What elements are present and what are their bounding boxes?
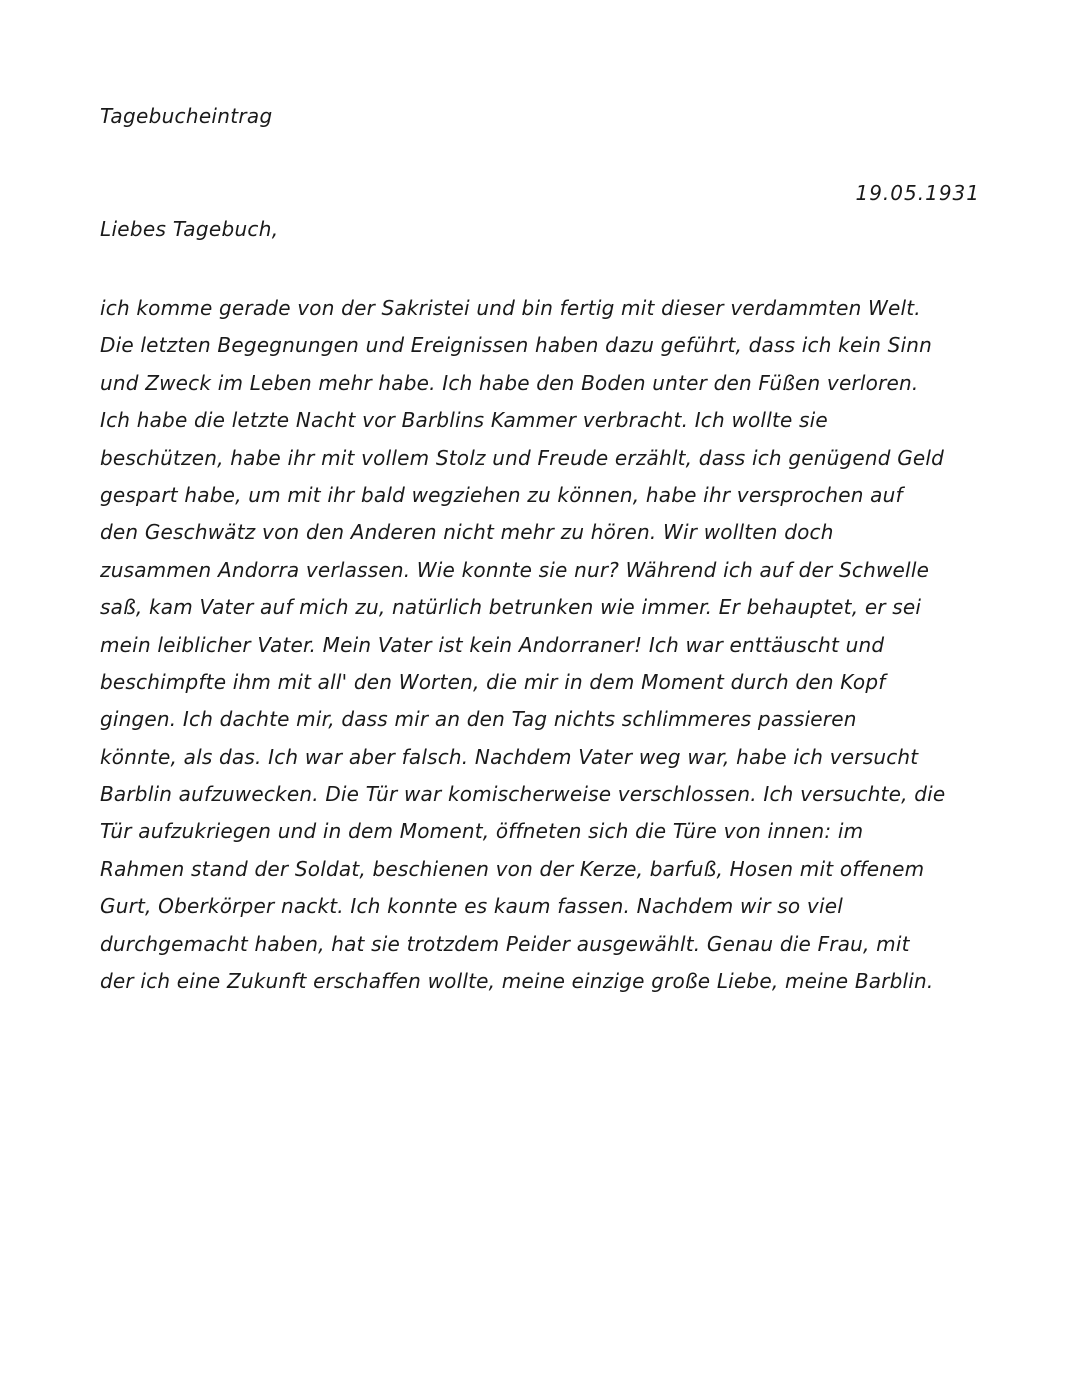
body-line: durchgemacht haben, hat sie trotzdem Peider ausgewählt. Genau die Frau, mit	[100, 931, 910, 956]
body-line: gingen. Ich dachte mir, dass mir an den Tag nichts schlimmeres passieren	[100, 707, 857, 732]
body-line: gespart habe, um mit ihr bald wegziehen zu können, habe ihr versprochen auf	[100, 482, 903, 507]
body-line: könnte, als das. Ich war aber falsch. Nachdem Vater weg war, habe ich versucht	[100, 744, 919, 769]
body-line: den Geschwätz von den Anderen nicht mehr zu hören. Wir wollten doch	[100, 520, 834, 545]
diary-body	[100, 290, 1000, 1000]
body-line: der ich eine Zukunft erschaffen wollte, meine einzige große Liebe, meine Barblin.	[100, 969, 934, 994]
body-line: Die letzten Begegnungen und Ereignissen haben dazu geführt, dass ich kein Sinn	[100, 333, 933, 358]
body-line: Tür aufzukriegen und in dem Moment, öffneten sich die Türe von innen: im	[100, 819, 864, 844]
body-line: mein leiblicher Vater. Mein Vater ist kein Andorraner! Ich war enttäuscht und	[100, 632, 885, 657]
body-line: beschimpfte ihm mit all' den Worten, die mir in dem Moment durch den Kopf	[100, 669, 886, 694]
body-line: Gurt, Oberkörper nackt. Ich konnte es kaum fassen. Nachdem wir so viel	[100, 894, 843, 919]
body-line: und Zweck im Leben mehr habe. Ich habe den Boden unter den Füßen verloren.	[100, 370, 919, 395]
body-line: Ich habe die letzte Nacht vor Barblins Kammer verbracht. Ich wollte sie	[100, 408, 828, 433]
body-line: beschützen, habe ihr mit vollem Stolz und Freude erzählt, dass ich genügend Geld	[100, 445, 945, 470]
body-line: ich komme gerade von der Sakristei und bin fertig mit dieser verdammten Welt.	[100, 296, 921, 320]
salutation: Liebes Tagebuch,	[100, 217, 279, 241]
body-line: Barblin aufzuwecken. Die Tür war komischerweise verschlossen. Ich versuchte, die	[100, 782, 946, 807]
body-line: zusammen Andorra verlassen. Wie konnte sie nur? Während ich auf der Schwelle	[100, 557, 930, 582]
body-line: saß, kam Vater auf mich zu, natürlich betrunken wie immer. Er behauptet, er sei	[100, 595, 922, 620]
body-line: Rahmen stand der Soldat, beschienen von der Kerze, barfuß, Hosen mit offenem	[100, 856, 925, 881]
document-heading: Tagebucheintrag	[100, 104, 273, 128]
entry-date: 19.05.1931	[855, 181, 980, 205]
